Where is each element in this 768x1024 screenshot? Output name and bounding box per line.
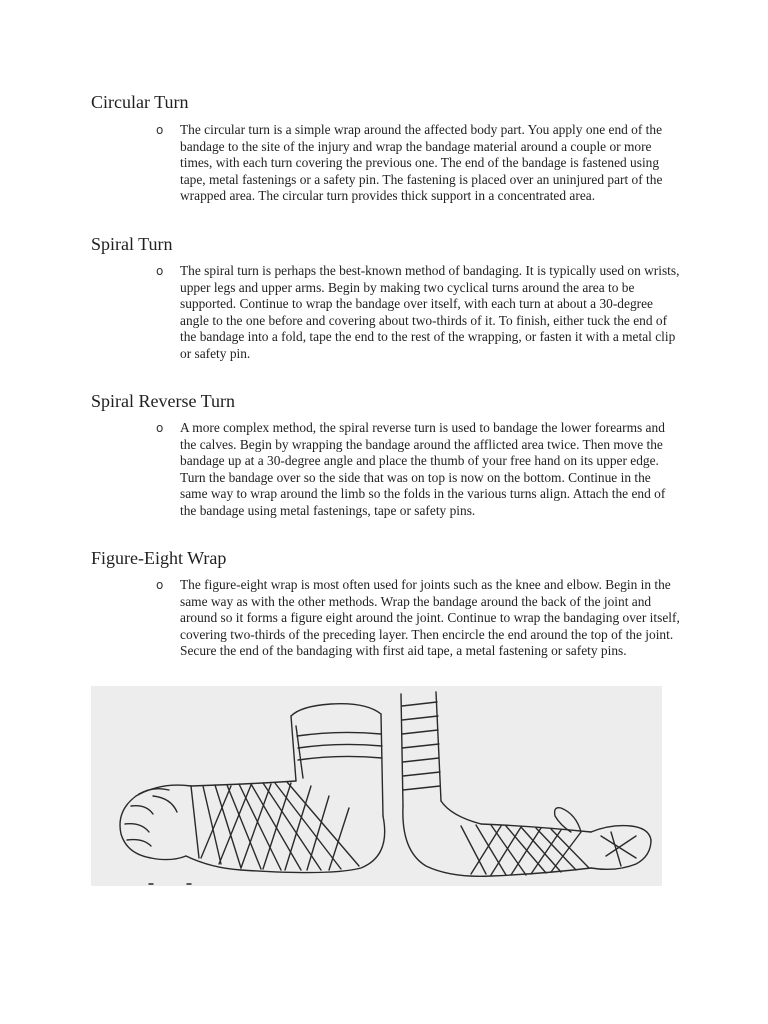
bent-arm-figure [120,704,385,873]
list-item [156,577,680,660]
paragraph-text: The figure-eight wrap is most often used for joints such as the knee and elbow. Begin in the same way as with the other methods. Wrap the bandage around the back of the joint and around so it forms a figure eight around the joint. Continue to wrap the bandaging over itself, covering two-thirds of the preceding layer. Then encircle the end around the top of the joint. Secure the end of the bandaging with first aid tape, a metal fastening or safety pins. [180,577,680,659]
section-figure-eight-wrap [91,547,691,660]
paragraph-text: The spiral turn is perhaps the best-known method of bandaging. It is typically used on wrists, upper legs and upper arms. Begin by making two cyclical turns around the area to be supported. Continue to wrap the bandage over itself, with each turn at about a 30-degree angle to the one before and covering about two-thirds of it. To finish, either tuck the end of the bandage into a fold, tape the end to the rest of the wrapping, or fasten it with a metal clip or safety pin. [180,263,680,361]
section-spiral-turn [91,233,691,363]
list-item [156,420,680,520]
section-heading: Spiral Turn [91,234,173,254]
bandaged-arms-drawing [91,686,662,886]
bullet-marker: o [156,264,164,278]
list-item [156,122,680,205]
paragraph-text: The circular turn is a simple wrap around the affected body part. You apply one end of the bandage to the site of the injury and wrap the bandage material around a couple or more times, with each turn covering the previous one. The end of the bandage is fastened using tape, metal fastenings or a safety pin. The fastening is placed over an uninjured part of the wrapped area. The circular turn provides thick support in a concentrated area. [180,122,663,204]
bullet-marker: o [156,578,164,592]
forearm-hand-figure [401,692,651,876]
bandage-illustration [91,686,662,886]
section-circular-turn [91,91,691,205]
section-spiral-reverse-turn [91,390,691,520]
section-heading: Figure-Eight Wrap [91,548,227,568]
paragraph-text: A more complex method, the spiral reverse turn is used to bandage the lower forearms and the calves. Begin by wrapping the bandage around the afflicted area twice. Then move the bandage up at a 30-degree angle and place the thumb of your free hand on its upper edge. Turn the bandage over so the side that was on top is now on the bottom. Continue in the same way to wrap around the limb so the folds in the various turns align. Attach the end of the bandage using metal fastenings, tape or safety pins. [180,420,666,518]
list-item [156,263,680,363]
section-heading: Spiral Reverse Turn [91,391,235,411]
bullet-marker: o [156,421,164,435]
bullet-marker: o [156,123,164,137]
section-heading: Circular Turn [91,92,189,112]
